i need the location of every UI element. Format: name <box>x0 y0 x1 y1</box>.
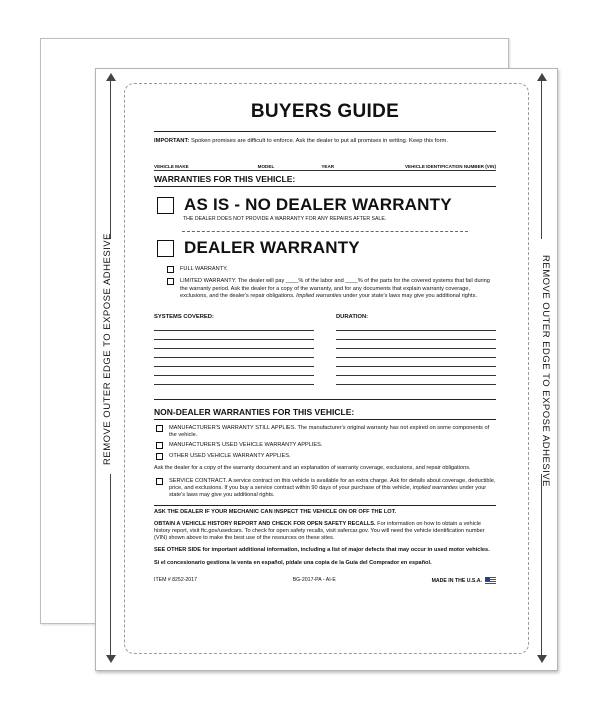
arrow-line <box>541 474 542 656</box>
history-text: For information on how to obtain a vehicle history report, visit ftc.gov/usedcars. To check for open safety recalls, visit safercar.gov. You will need the vehicle identification number (VIN) shown above to make the best use of the resources on these sites. <box>154 520 485 542</box>
form-content <box>154 99 496 584</box>
systems-covered-column[interactable] <box>154 314 314 393</box>
left-adhesive-edge <box>98 69 124 670</box>
write-line[interactable] <box>154 330 314 339</box>
service-contract-tail: under your state's laws may give you additional rights. <box>169 485 487 499</box>
as-is-checkbox[interactable] <box>157 197 174 214</box>
page-title: BUYERS GUIDE <box>250 101 400 122</box>
arrow-down-icon <box>106 655 116 663</box>
arrow-line <box>541 79 542 239</box>
divider <box>154 186 496 187</box>
vehicle-fields[interactable] <box>154 164 496 171</box>
write-line[interactable] <box>154 339 314 348</box>
service-contract-body: SERVICE CONTRACT. A service contract on this vehicle is available for an extra charge. Ask for details about coverage, deductible, price, and exclusions. If you buy a service contract within 90 days of your purchase of this vehicle, <box>169 478 496 492</box>
footer <box>154 577 496 584</box>
manufacturer-warranty-label: MANUFACTURER'S WARRANTY STILL APPLIES. The manufacturer's original warranty has not expired on some components of the vehicle. <box>169 425 490 439</box>
write-line[interactable] <box>154 348 314 357</box>
divider <box>154 399 496 400</box>
limited-warranty-tail: under your state's laws may give you additional rights. <box>343 292 477 299</box>
non-dealer-heading: NON-DEALER WARRANTIES FOR THIS VEHICLE: <box>154 407 355 418</box>
duration-column[interactable] <box>336 314 496 393</box>
service-contract-checkbox[interactable] <box>156 478 163 485</box>
arrow-line <box>110 79 111 239</box>
ask-copy-text: Ask the dealer for a copy of the warranty document and an explanation of warranty coverage, exclusions, and repair obligations. <box>154 464 471 471</box>
dealer-warranty-checkbox[interactable] <box>157 240 174 257</box>
duration-label: DURATION: <box>336 314 369 321</box>
made-in-label: MADE IN THE U.S.A. <box>431 577 482 584</box>
limited-warranty-checkbox[interactable] <box>167 278 174 285</box>
write-line[interactable] <box>336 357 496 366</box>
divider <box>154 131 496 132</box>
full-warranty-label: FULL WARRANTY. <box>180 266 228 273</box>
history-bold: OBTAIN A VEHICLE HISTORY REPORT AND CHECK FOR OPEN SAFETY RECALLS. <box>154 520 376 527</box>
service-contract-text <box>169 478 496 500</box>
systems-covered-label: SYSTEMS COVERED: <box>154 314 214 321</box>
service-implied-italic: implied warranties <box>412 485 458 492</box>
divider <box>154 505 496 506</box>
write-line[interactable] <box>336 384 496 393</box>
year-field[interactable]: YEAR <box>321 164 335 170</box>
important-label: IMPORTANT: <box>154 138 190 144</box>
manufacturer-warranty-checkbox[interactable] <box>156 425 163 432</box>
spanish-notice: Si el concesionario gestiona la venta en español, pídale una copia de la Guía del Comprador en español. <box>154 559 432 566</box>
write-line[interactable] <box>154 366 314 375</box>
limited-warranty-text <box>180 278 496 300</box>
item-number: ITEM # 8252-2017 <box>154 577 197 584</box>
right-side-text: REMOVE OUTER EDGE TO EXPOSE ADHESIVE <box>540 255 551 487</box>
divider <box>154 419 496 420</box>
manufacturer-used-warranty-checkbox[interactable] <box>156 442 163 449</box>
as-is-subtext: THE DEALER DOES NOT PROVIDE A WARRANTY FOR ANY REPAIRS AFTER SALE. <box>183 216 387 223</box>
buyers-guide-form <box>95 68 558 671</box>
dashed-divider <box>182 231 468 232</box>
left-side-text: REMOVE OUTER EDGE TO EXPOSE ADHESIVE <box>102 233 113 465</box>
made-in <box>432 577 496 584</box>
important-text: Spoken promises are difficult to enforce. Ask the dealer to put all promises in writing. Keep this form. <box>190 138 448 144</box>
implied-warranties-italic: Implied warranties <box>296 292 342 299</box>
us-flag-icon <box>485 577 496 584</box>
model-field[interactable]: MODEL <box>257 164 275 170</box>
dealer-warranty-label: DEALER WARRANTY <box>184 238 360 258</box>
full-warranty-checkbox[interactable] <box>167 266 174 273</box>
arrow-down-icon <box>537 655 547 663</box>
write-line[interactable] <box>336 348 496 357</box>
form-code: BG-2017-PA - AI-E <box>292 577 336 584</box>
right-adhesive-edge <box>529 69 555 670</box>
vin-field[interactable]: VEHICLE IDENTIFICATION NUMBER (VIN) <box>404 164 496 170</box>
vehicle-make-field[interactable]: VEHICLE MAKE <box>154 164 189 170</box>
other-used-warranty-checkbox[interactable] <box>156 453 163 460</box>
important-notice <box>154 135 496 145</box>
other-used-warranty-label: OTHER USED VEHICLE WARRANTY APPLIES. <box>169 452 291 459</box>
as-is-label: AS IS - NO DEALER WARRANTY <box>184 195 452 215</box>
limited-warranty-body: LIMITED WARRANTY. The dealer will pay ____% of the labor and ____% of the parts for the covered systems that fail during the warranty period. Ask the dealer for a copy of the warranty, and for any documents that explain warranty coverage, exclusions, and the dealer's repair obligations. <box>180 278 490 299</box>
mechanic-notice: ASK THE DEALER IF YOUR MECHANIC CAN INSPECT THE VEHICLE ON OR OFF THE LOT. <box>154 508 396 515</box>
write-line[interactable] <box>336 339 496 348</box>
warranties-heading: WARRANTIES FOR THIS VEHICLE: <box>154 174 296 185</box>
write-line[interactable] <box>336 375 496 384</box>
write-line[interactable] <box>154 384 314 393</box>
write-line[interactable] <box>336 330 496 339</box>
manufacturer-used-warranty-label: MANUFACTURER'S USED VEHICLE WARRANTY APPLIES. <box>169 442 323 449</box>
see-other-side: SEE OTHER SIDE for important additional information, including a list of major defects that may occur in used motor vehicles. <box>154 547 490 554</box>
history-notice <box>154 521 496 543</box>
arrow-up-icon <box>106 73 116 81</box>
write-line[interactable] <box>336 366 496 375</box>
write-line[interactable] <box>154 375 314 384</box>
arrow-up-icon <box>537 73 547 81</box>
write-line[interactable] <box>154 357 314 366</box>
coverage-columns <box>154 314 496 393</box>
arrow-line <box>110 474 111 656</box>
